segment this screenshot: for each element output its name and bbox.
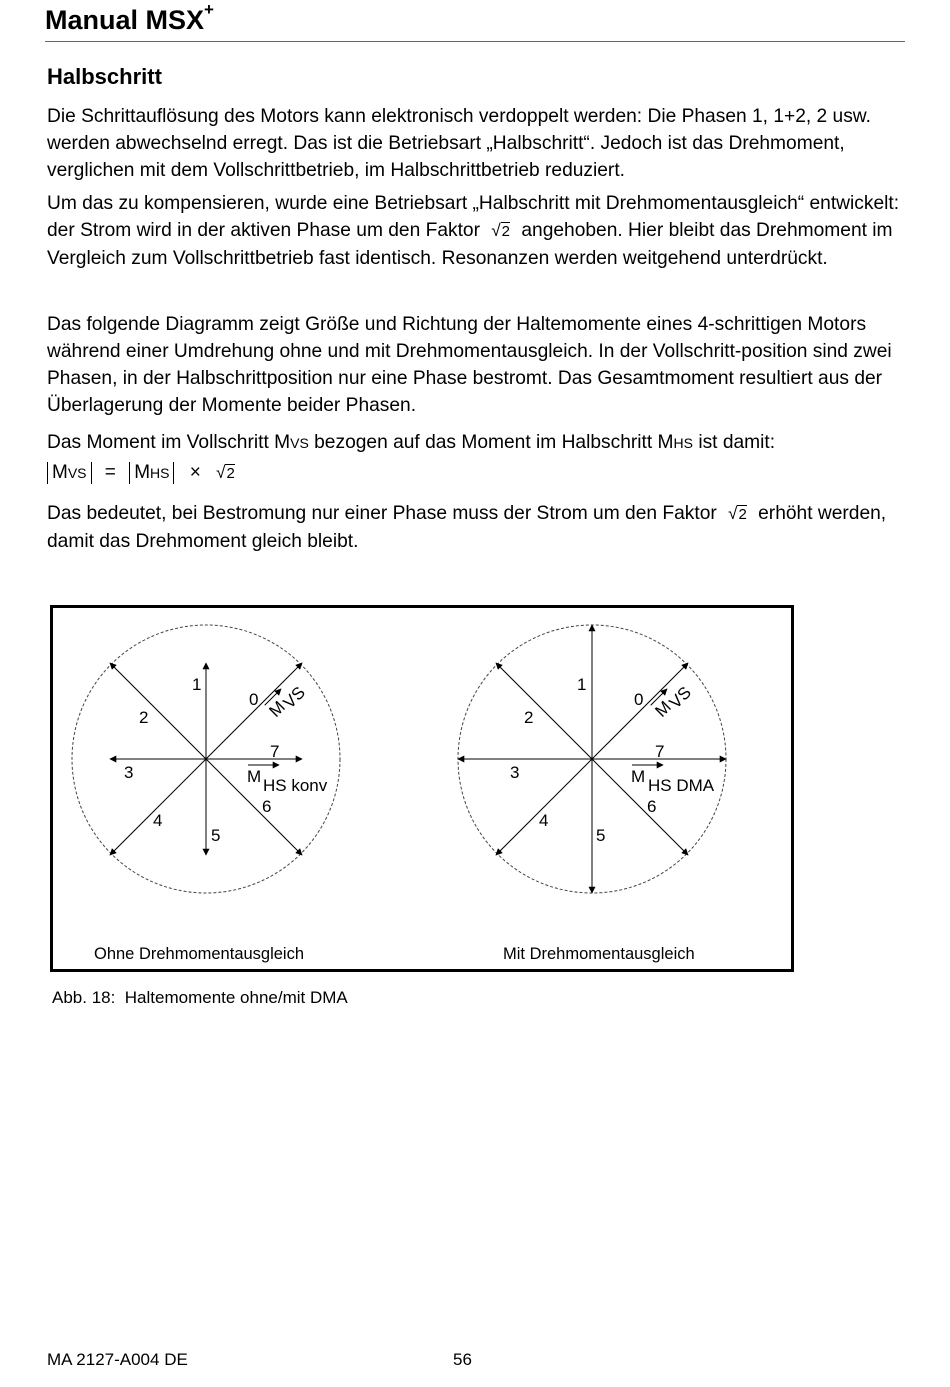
torque-diagram-figure [50,605,794,972]
paragraph-2-after: angehoben. Hier bleibt das Drehmoment im Vergleich zum Vollschrittbetrieb fast identisch. Resonanzen werden weitgehend unterdrückt. [47,220,893,269]
formula-m2: M [134,462,151,483]
left-mvs-label [264,679,309,724]
left-label-3: 3 [124,763,134,782]
paragraph-2-before: Um das zu kompensieren, wurde eine Betriebsart „Halbschritt mit Drehmomentausgleich“ entwickelt: der Strom wird in der aktiven Phase um den Faktor [47,193,900,241]
paragraph-1-text: Die Schrittauflösung des Motors kann elektronisch verdoppelt werden: Die Phasen 1, 1+2, 2 usw. werden abwechselnd erregt. Das ist die Betriebsart „Halbschritt“. Jedoch ist das Drehmoment, verglichen mit dem Vollschrittbetrieb, im Halbschrittbetrieb reduziert. [47,106,871,181]
sqrt-sign-2: √ [728,504,738,523]
paragraph-2 [47,190,907,272]
right-diagram [458,625,726,963]
sqrt-radicand-2: 2 [738,506,747,523]
page-header [45,0,214,36]
right-label-1: 1 [577,675,587,694]
left-label-7: 7 [270,742,280,761]
section-title: Halbschritt [47,64,162,89]
formula [47,459,907,487]
paragraph-5-after: erhöht werden, damit das Drehmoment gleich bleibt. [47,503,887,552]
right-label-5: 5 [596,826,606,845]
formula-sqrt-radicand: 2 [226,465,235,482]
header-title: Manual MSX [45,5,205,35]
right-label-2: 2 [524,708,534,727]
paragraph-5-before: Das bedeutet, bei Bestromung nur einer Phase muss der Strom um den Faktor [47,503,717,524]
paragraph-5 [47,500,907,555]
left-label-6: 6 [262,797,272,816]
left-label-2: 2 [139,708,149,727]
p4-text-3: ist damit: [692,432,776,453]
left-mvs-sub: VS [279,682,310,713]
left-label-0: 0 [249,690,259,709]
left-mhs-m: M [247,767,262,786]
right-label-3: 3 [510,763,520,782]
sqrt-symbol [485,217,516,245]
formula-m1: M [52,462,68,483]
formula-abs-hs [129,462,174,484]
footer-page-number: 56 [453,1350,472,1369]
left-diagram-caption: Ohne Drehmomentausgleich [94,945,305,963]
left-label-1: 1 [192,675,202,694]
footer-doc-id: MA 2127-A004 DE [47,1350,188,1369]
paragraph-4 [47,429,907,487]
formula-sqrt [210,459,241,487]
left-label-5: 5 [211,826,221,845]
p4-text-1: Das Moment im Vollschritt M [47,432,291,453]
formula-abs-vs [47,462,92,484]
formula-equals: = [104,462,116,483]
right-label-4: 4 [539,811,549,830]
left-diagram [72,625,340,963]
left-label-4: 4 [153,811,163,830]
right-mhs-sub: HS DMA [648,776,715,795]
formula-hs: HS [150,465,170,481]
formula-vs: VS [67,465,87,481]
sqrt-sign: √ [491,221,501,240]
paragraph-3-text: Das folgende Diagramm zeigt Größe und Richtung der Haltemomente eines 4-schrittigen Motors während einer Umdrehung ohne und mit Drehmomentausgleich. In der Vollschritt-position sind zwei Phasen, in der Halbschrittposition nur eine Phase bestromt. Das Gesamtmoment resultiert aus der Überlagerung der Momente beider Phasen. [47,314,892,416]
sqrt-symbol-2 [722,500,753,528]
right-mvs-sub: VS [665,682,696,713]
header-rule [45,41,905,42]
figure-caption-label: Abb. 18: [52,988,116,1007]
right-mvs-label [650,679,695,724]
p4-sub-hs: HS [673,435,693,451]
right-mvs-m: M [651,697,675,721]
right-label-7: 7 [655,742,665,761]
header-title-sup: + [204,0,214,19]
left-mhs-sub: HS konv [263,776,328,795]
paragraph-3 [47,311,907,419]
sqrt-radicand: 2 [501,223,511,240]
paragraph-1 [47,103,907,184]
right-label-0: 0 [634,690,644,709]
left-mvs-m: M [265,697,289,721]
right-label-6: 6 [647,797,657,816]
torque-diagram-svg [53,608,791,969]
p4-sub-vs: VS [290,435,309,451]
formula-times: × [189,462,201,483]
formula-sqrt-sign: √ [216,463,226,482]
right-mhs-m: M [631,767,646,786]
figure-caption [52,988,348,1008]
figure-caption-text: Haltemomente ohne/mit DMA [124,988,348,1007]
p4-text-2: bezogen auf das Moment im Halbschritt M [308,432,674,453]
right-diagram-caption: Mit Drehmomentausgleich [503,945,695,963]
